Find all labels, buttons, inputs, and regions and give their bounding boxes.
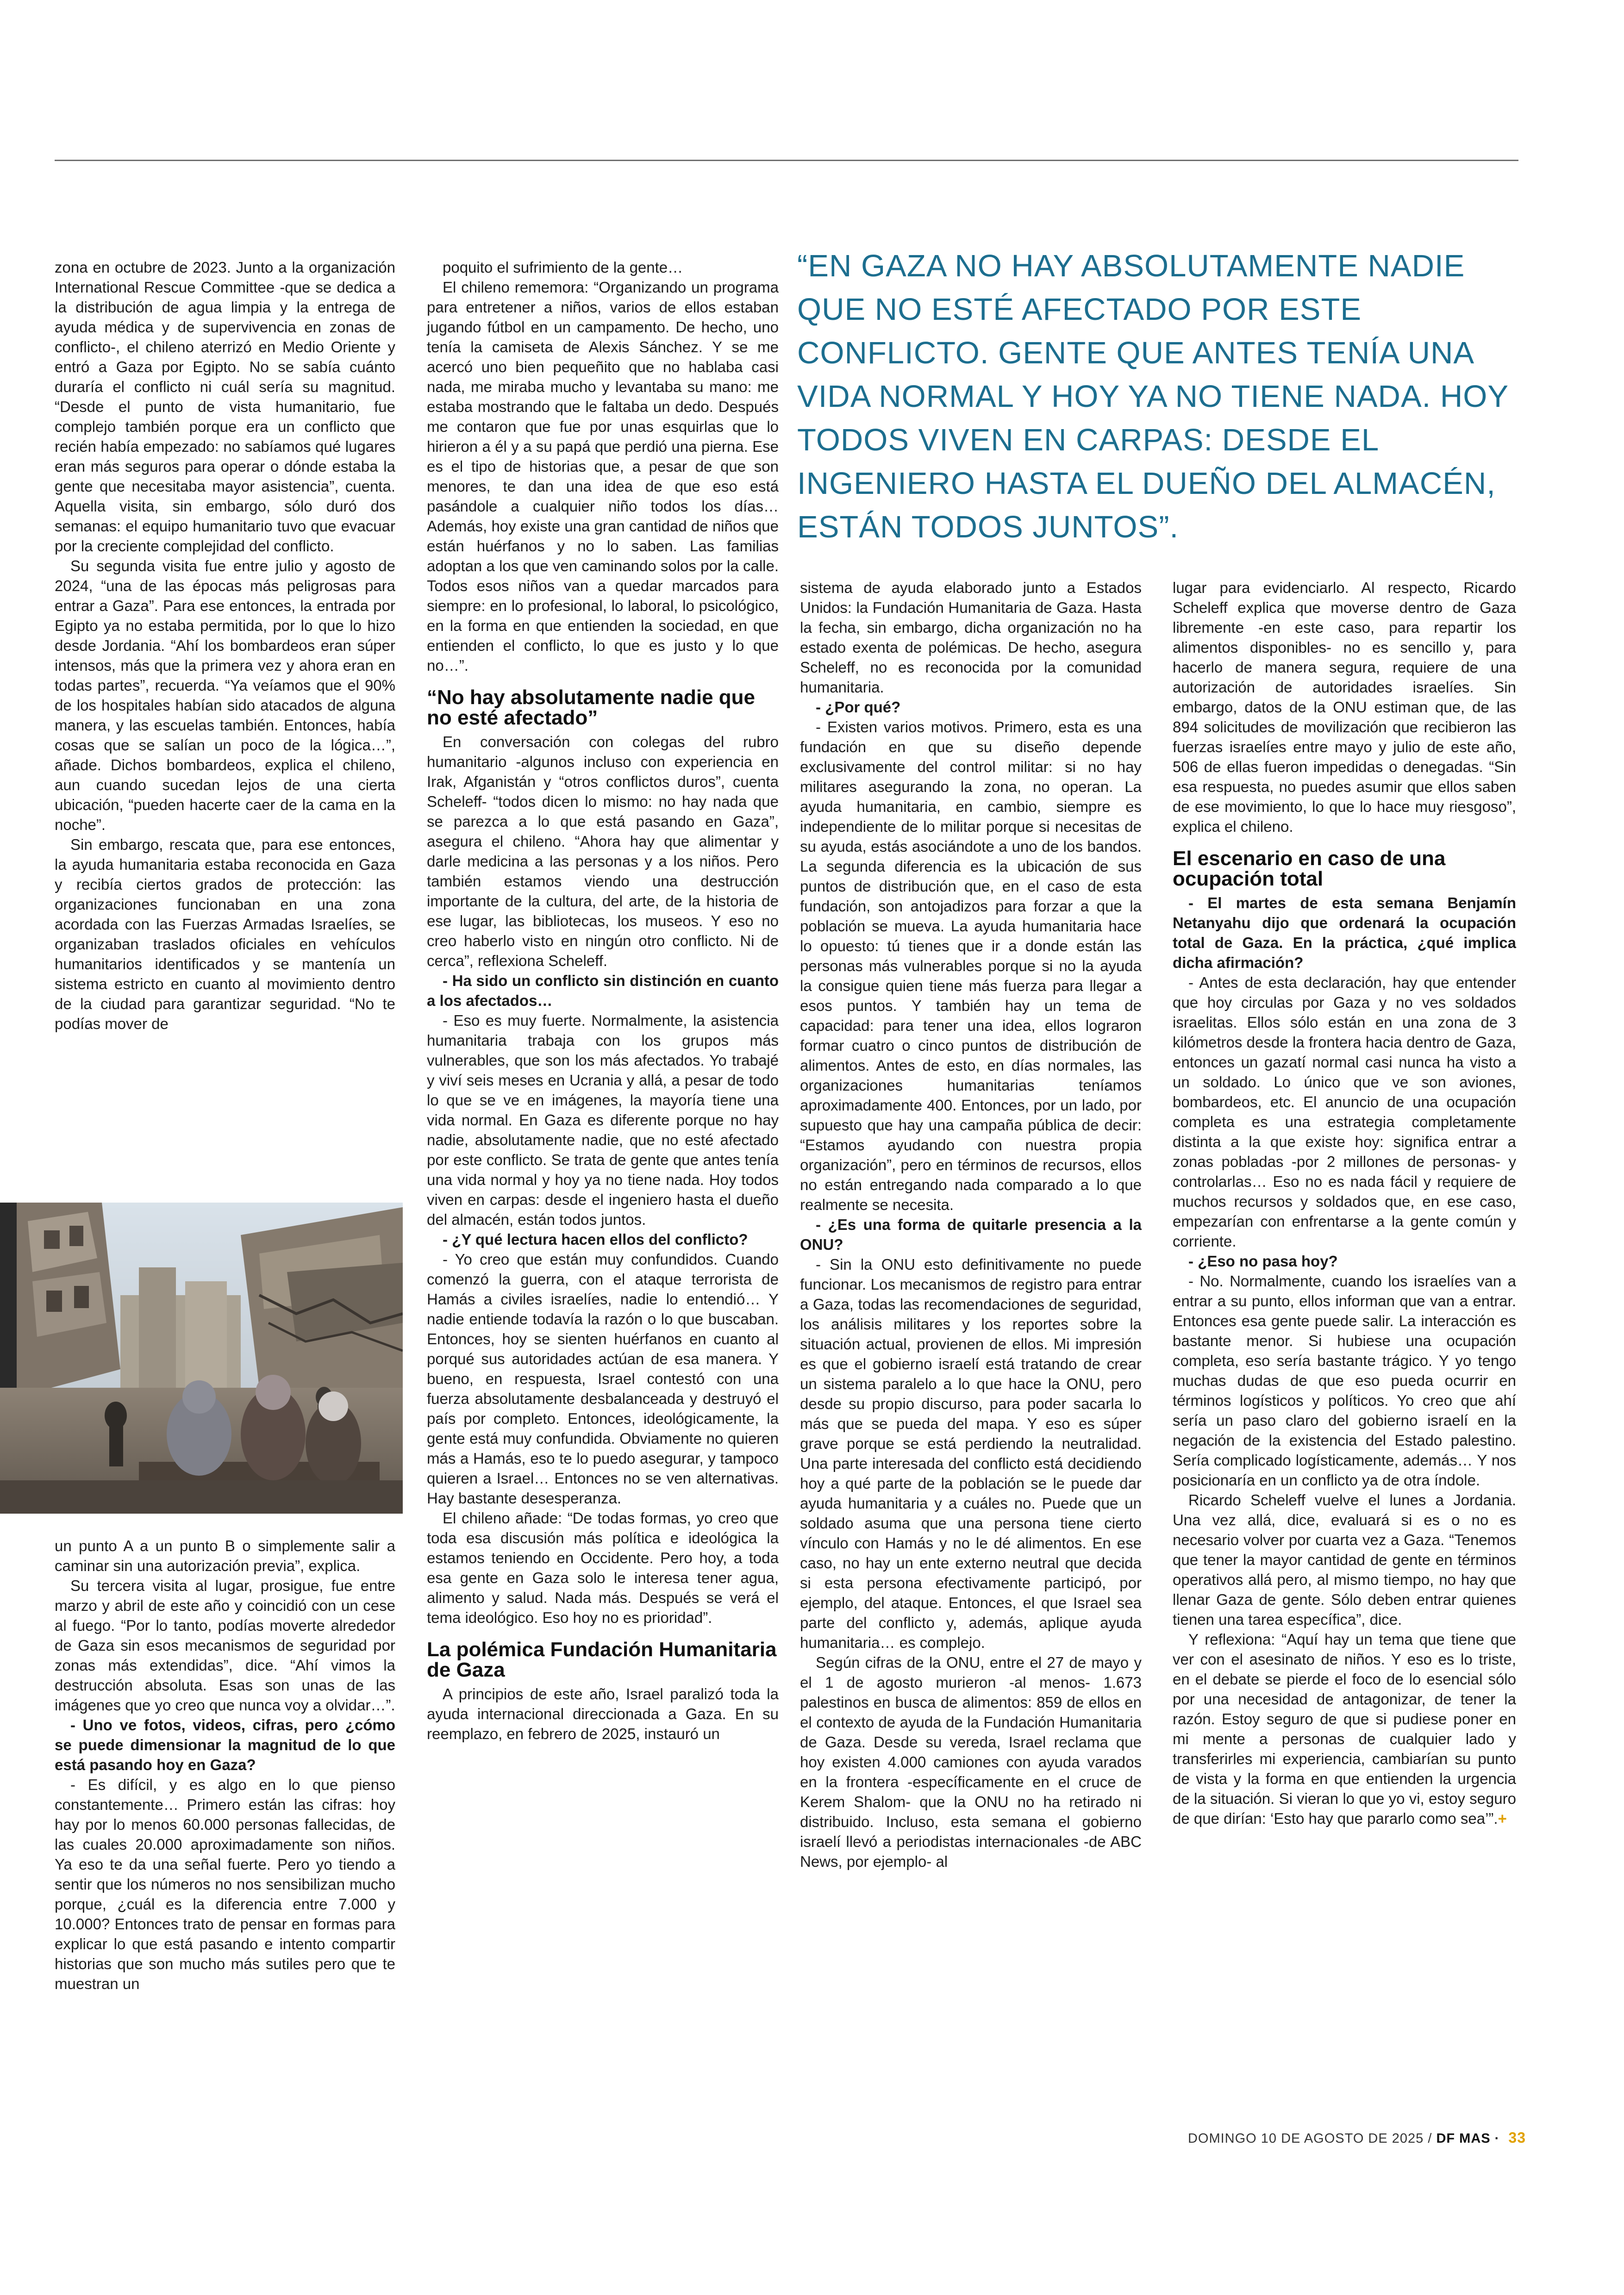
interview-question: - ¿Por qué? xyxy=(816,698,901,716)
paragraph: poquito el sufrimiento de la gente… xyxy=(443,259,683,276)
page-number: 33 xyxy=(1508,2129,1526,2146)
footer-date: DOMINGO 10 DE AGOSTO DE 2025 / xyxy=(1187,2131,1432,2146)
end-mark: + xyxy=(1498,1810,1507,1827)
section-heading: “No hay absolutamente nadie que no esté afectado” xyxy=(427,686,756,729)
paragraph: El chileno rememora: “Organizando un programa para entretener a niños, varios de ellos estaban jugando fútbol en un campamento. De hecho, uno tenía la camiseta de Alexis Sánchez. Y se me acercó uno bien pequeñito que no hablaba casi nada, me miraba mucho y levantaba su mano: me estaba mostrando que le faltaba un dedo. Después me contaron que fue por unas esquirlas que lo hirieron a él y a su papá que perdió una pierna. Ese es el tipo de historias que, a pesar de que son menores, te dan una idea de que eso está pasándole a cualquier niño todos los días… Además, hoy existe una gran cantidad de niños que están huérfanos y no lo saben. Las familias adoptan a los que ven caminando solos por la calle. Todos esos niños van a quedar marcados para siempre: en lo profesional, lo laboral, lo psicológico, en la forma en que entienden la sociedad, en que entienden el conflicto, lo que es justo y lo que no…”. xyxy=(427,279,779,674)
paragraph: Su segunda visita fue entre julio y agosto de 2024, “una de las épocas más peligrosas para entrar a Gaza”. Para ese entonces, la entrada por Egipto ya no estaba permitida, por lo que lo hizo desde Jordania. “Ahí los bombardeos eran súper intensos, más que la primera vez y ahora eran en todas partes”, recuerda. “Ya veíamos que el 90% de los hospitales habían sido atacados de alguna manera, y las escuelas también. Entonces, había cosas que se salían un poco de la lógica…”, añade. Dichos bombardeos, explica el chileno, aun cuando sucedan lejos de una cierta ubicación, “pueden hacerte caer de la cama en la noche”. xyxy=(55,557,395,833)
paragraph: A principios de este año, Israel paralizó toda la ayuda internacional direccionada a Gaza. En su reemplazo, en febrero de 2025, instauró un xyxy=(427,1685,779,1742)
photo-illustration xyxy=(0,1203,403,1514)
gaza-street-photo xyxy=(0,1203,403,1514)
paragraph-text: Y reflexiona: “Aquí hay un tema que tiene que ver con el asesinato de niños. Y eso es lo triste, en el debate se pierde el foco de lo esencial sólo por una necesidad de antagonizar, de tener la razón. Estoy seguro de que si pudiese poner en mi mente a personas de cualquier lado y transferirles mi experiencia, cambiarían su punto de vista y la forma en que entienden la urgencia de la situación. Si vieran lo que yo vi, estoy seguro de que dirían: ‘Esto hay que pararlo como sea’”. xyxy=(1173,1631,1516,1827)
section-heading: El escenario en caso de una ocupación total xyxy=(1173,847,1446,890)
paragraph: - Existen varios motivos. Primero, esta es una fundación en que su diseño depende exclusivamente del control militar: si no hay militares asegurando la zona, no operan. La ayuda humanitaria, en cambio, siempre es independiente de lo militar porque si necesitas de su ayuda, estás asociándote a uno de los bandos. La segunda diferencia es la ubicación de sus puntos de distribución que, en el caso de esta fundación, son antojadizos para forzar a que la población se mueva. La ayuda humanitaria hace lo opuesto: tú tienes que ir a donde están las personas más vulnerables porque si no la ayuda la consigue quien tiene más fuerza para llegar a esos puntos. Y también hay un tema de capacidad: para tener una idea, ellos lograron formar cuatro o cinco puntos de distribución de alimentos. Antes de esto, en días normales, las organizaciones humanitarias teníamos aproximadamente 400. Entonces, por un lado, por supuesto que hay una campaña pública de decir: “Estamos ayudando con nuestra propia organización”, pero en términos de recursos, ellos no están entregando nada comparado a lo que realmente se necesita. xyxy=(800,718,1142,1213)
paragraph: zona en octubre de 2023. Junto a la organización International Rescue Committee -que se dedica a la distribución de agua limpia y la entrega de ayuda médica y de supervivencia en zonas de conflicto-, el chileno aterrizó en Medio Oriente y entró a Gaza por Egipto. No se sabía cuánto duraría el conflicto ni cuál sería su magnitud. “Desde el punto de vista humanitario, fue complejo también porque era un conflicto que recién había empezado: no sabíamos qué lugares eran más seguros para operar o dónde estaba la gente que necesitaba mayor asistencia”, cuenta. Aquella visita, sin embargo, sólo duró dos semanas: el equipo humanitario tuvo que evacuar por la creciente complejidad del conflicto. xyxy=(55,259,395,555)
paragraph: Según cifras de la ONU, entre el 27 de mayo y el 1 de agosto murieron -al menos- 1.673 palestinos en busca de alimentos: 859 de ellos en el contexto de ayuda de la Fundación Humanitaria de Gaza. Desde su vereda, Israel reclama que hoy existen 4.000 camiones con ayuda varados en la frontera -específicamente en el cruce de Kerem Shalom- que la ONU no ha retirado ni distribuido. Incluso, esta semana el gobierno israelí llevó a periodistas internacionales -de ABC News, por ejemplo- al xyxy=(800,1654,1142,1870)
pull-quote: “EN GAZA NO HAY ABSOLUTAMENTE NADIE QUE NO ESTÉ AFECTADO POR ESTE CONFLICTO. GENTE QUE ANTES TENÍA UNA VIDA NORMAL Y HOY YA NO TIENE NADA. HOY TODOS VIVEN EN CARPAS: DESDE EL INGENIERO HASTA EL DUEÑO DEL ALMACÉN, ESTÁN TODOS JUNTOS”. xyxy=(797,249,1508,544)
paragraph: un punto A a un punto B o simplemente salir a caminar sin una autorización previa”, explica. xyxy=(55,1537,395,1574)
paragraph: - Sin la ONU esto definitivamente no puede funcionar. Los mecanismos de registro para entrar a Gaza, todas las recomendaciones de seguridad, los análisis militares y los reportes sobre la situación actual, provienen de ellos. Mi impresión es que el gobierno israelí está tratando de crear un sistema paralelo a lo que hace la ONU, pero desde su propio discurso, para poder sacarla lo más que se pueda del mapa. Y eso es súper grave porque se está perdiendo la neutralidad. Una parte interesada del conflicto está decidiendo hoy a qué parte de la población se le puede dar ayuda humanitaria y a cuáles no. Puede que un soldado asuma que una persona tiene cierto vínculo con Hamás y no le dé alimentos. En ese caso, no hay un ente externo neutral que decida si esta persona efectivamente participó, por ejemplo, del ataque. Entonces, el que Israel sea parte del conflicto y, además, aplique ayuda humanitaria… es complejo. xyxy=(800,1256,1142,1651)
column-3 xyxy=(800,578,1142,1871)
section-heading: La polémica Fundación Humanitaria de Gaza xyxy=(427,1638,777,1681)
paragraph: sistema de ayuda elaborado junto a Estados Unidos: la Fundación Humanitaria de Gaza. Hasta la fecha, sin embargo, dicha organización no ha estado exenta de polémicas. De hecho, asegura Scheleff, no es reconocida por la comunidad humanitaria. xyxy=(800,579,1142,696)
interview-question: - El martes de esta semana Benjamín Netanyahu dijo que ordenará la ocupación total de Gaza. En la práctica, ¿qué implica dicha afirmación? xyxy=(1173,894,1516,971)
page-footer xyxy=(1146,2129,1526,2146)
paragraph: Ricardo Scheleff vuelve el lunes a Jordania. Una vez allá, dice, evaluará si es o no es necesario volver por cuarta vez a Gaza. “Tenemos que tener la mayor cantidad de gente en términos operativos allá pero, al mismo tiempo, no hay que llenar Gaza de gente. Sólo deben entrar quienes tienen una tarea específica”, dice. xyxy=(1173,1491,1516,1628)
column-4 xyxy=(1173,578,1516,1828)
interview-question: - Uno ve fotos, videos, cifras, pero ¿cómo se puede dimensionar la magnitud de lo que está pasando hoy en Gaza? xyxy=(55,1716,395,1773)
paragraph: Su tercera visita al lugar, prosigue, fue entre marzo y abril de este año y coincidió con un cese al fuego. “Por lo tanto, podías moverte alrededor de Gaza sin esos mecanismos de seguridad por zonas más extendidas”, dice. “Ahí vimos la destrucción absoluta. Esas son unas de las imágenes que yo creo que nunca voy a olvidar…”. xyxy=(55,1577,395,1714)
paragraph: - Antes de esta declaración, hay que entender que hoy circulas por Gaza y no ves soldados israelitas. Ellos sólo están en una zona de 3 kilómetros desde la frontera hacia dentro de Gaza, entonces un gazatí normal casi nunca ha visto a un soldado. Lo único que ve son aviones, bombardeos, etc. El anuncio de una ocupación completa es una estrategia completamente distinta a la que existe hoy: significa entrar a zonas pobladas -por 2 millones de personas- y controlarlas… Eso no es nada fácil y requiere de muchos recursos y soldados que, en ese caso, empezarían con enfrentarse a la gente común y corriente. xyxy=(1173,974,1516,1250)
paragraph: - No. Normalmente, cuando los israelíes van a entrar a su punto, ellos informan que van a entrar. Entonces esa gente puede salir. La interacción es bastante menor. Si hubiese una ocupación completa, eso sería bastante trágico. Y yo tengo muchas dudas de que eso pueda ocurrir en términos logísticos y políticos. Yo creo que ahí sería un paso claro del gobierno israelí en la negación de la existencia del Estado palestino. Sería complicado logísticamente, además… Y nos posicionaría en un conflicto ya de otra índole. xyxy=(1173,1272,1516,1489)
column-2 xyxy=(427,257,779,1744)
paragraph: lugar para evidenciarlo. Al respecto, Ricardo Scheleff explica que moverse dentro de Gaza libremente -en este caso, para repartir los alimentos disponibles- no es sencillo y, para hacerlo de manera segura, requiere de una autorización de autoridades israelíes. Sin embargo, datos de la ONU estiman que, de las 894 solicitudes de movilización que recibieron las fuerzas israelíes entre mayo y julio de este año, 506 de ellas fueron impedidas o denegadas. “Sin esa respuesta, no puedes asumir que ellos saben de ese movimiento, lo que lo hace muy riesgoso”, explica el chileno. xyxy=(1173,579,1516,835)
column-1 xyxy=(55,257,395,1034)
interview-question: - Ha sido un conflicto sin distinción en cuanto a los afectados… xyxy=(427,972,779,1009)
column-1-continued xyxy=(55,1536,395,1994)
paragraph: Sin embargo, rescata que, para ese entonces, la ayuda humanitaria estaba reconocida en Gaza y recibía ciertos grados de protección: las organizaciones funcionaban en una zona acordada con las Fuerzas Armadas Israelíes, se organizaban traslados oficiales en vehículos humanitarios identificados y se mantenía un sistema estricto en cuanto al movimiento dentro de la ciudad para garantizar seguridad. “No te podías mover de xyxy=(55,836,395,1032)
paragraph: - Eso es muy fuerte. Normalmente, la asistencia humanitaria trabaja con los grupos más vulnerables, que son los más afectados. Yo trabajé y viví seis meses en Ucrania y allá, a pesar de todo lo que se ve en imágenes, la mayoría tiene una vida normal. En Gaza es diferente porque no hay nadie, absolutamente nadie, que no esté afectado por este conflicto. Se trata de gente que antes tenía una vida normal y hoy ya no tiene nada. Hoy todos viven en carpas: desde el ingeniero hasta el dueño del almacén, están todos juntos. xyxy=(427,1012,779,1228)
footer-section: DF MAS · xyxy=(1436,2131,1500,2146)
paragraph: El chileno añade: “De todas formas, yo creo que toda esa discusión más política e ideológica la estamos teniendo en Occidente. Pero hoy, a toda esa gente en Gaza solo le interesa tener agua, alimento y salud. Nada más. Después se verá el tema ideológico. Eso hoy no es prioridad”. xyxy=(427,1509,779,1626)
interview-question: - ¿Eso no pasa hoy? xyxy=(1188,1253,1338,1270)
interview-question: - ¿Y qué lectura hacen ellos del conflicto? xyxy=(443,1231,748,1248)
paragraph: En conversación con colegas del rubro humanitario -algunos incluso con experiencia en Irak, Afganistán y “otros conflictos duros”, cuenta Scheleff- “todos dicen lo mismo: no hay nada que se parezca a lo que está pasando en Gaza”, asegura el chileno. “Ahora hay que alimentar y darle medicina a las personas y a los niños. Pero también estamos viendo una destrucción importante de la cultura, del arte, de la historia de ese lugar, las bibliotecas, los museos. Y eso no creo haberlo visto en ningún otro conflicto. Ni de cerca”, reflexiona Scheleff. xyxy=(427,733,779,969)
paragraph: - Yo creo que están muy confundidos. Cuando comenzó la guerra, con el ataque terrorista de Hamás a civiles israelíes, nadie lo entendió… Y nadie entiende todavía la razón o lo que buscaban. Entonces, hoy se sienten huérfanos en cuanto al porqué sus autoridades actúan de esa manera. Y bueno, en respuesta, Israel contestó con una fuerza absolutamente desbalanceada y destruyó el país por completo. Entonces, ideológicamente, la gente está muy confundida. Obviamente no quieren más a Hamás, eso te lo puedo asegurar, y tampoco quieren a Israel… Entonces no se ven alternativas. Hay bastante desesperanza. xyxy=(427,1251,779,1507)
interview-question: - ¿Es una forma de quitarle presencia a la ONU? xyxy=(800,1216,1142,1253)
paragraph: - Es difícil, y es algo en lo que pienso constantemente… Primero están las cifras: hoy hay por lo menos 60.000 personas fallecidas, de las cuales 20.000 aproximadamente son niños. Ya eso te da una señal fuerte. Pero yo tiendo a sentir que los números no nos sensibilizan mucho porque, ¿cuál es la diferencia entre 7.000 y 10.000? Entonces trato de pensar en formas para explicar lo que está pasando e intento compartir historias que son mucho más sutiles pero que te muestran un xyxy=(55,1776,395,1992)
header-rule xyxy=(55,160,1518,161)
paragraph-final xyxy=(1173,1629,1516,1828)
